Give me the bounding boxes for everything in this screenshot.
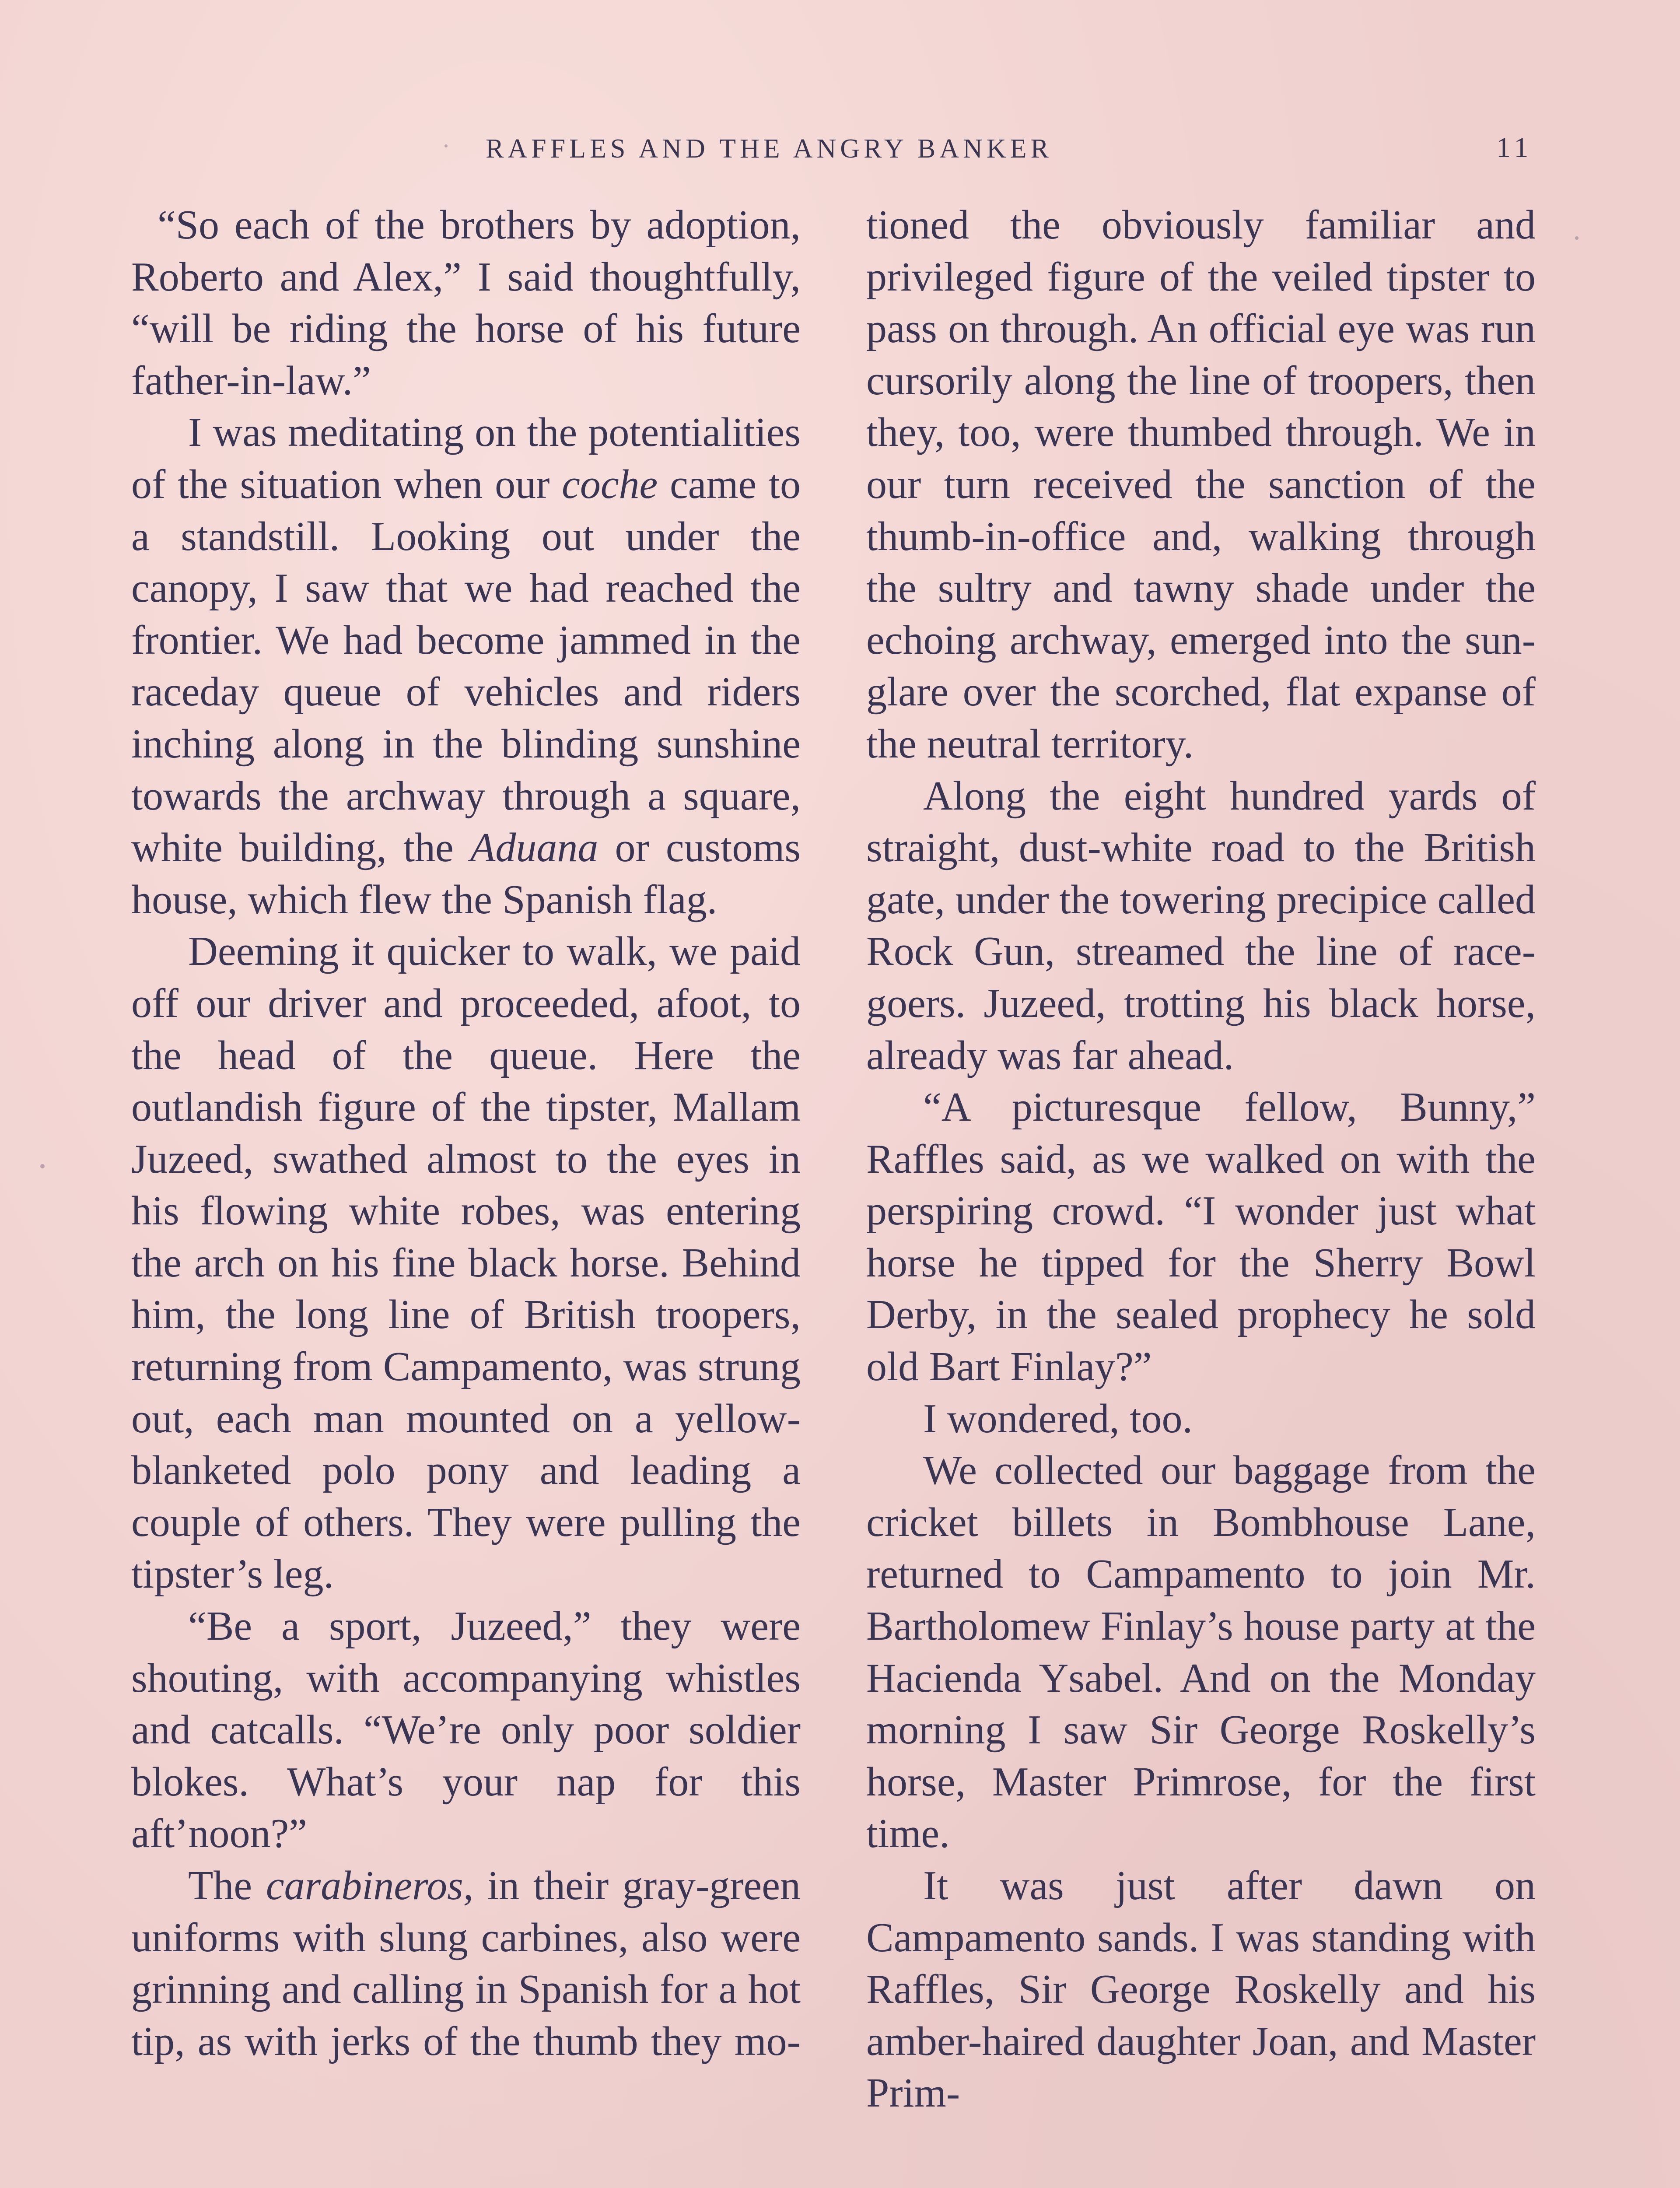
running-title: RAFFLES AND THE ANGRY BANKER [486,134,1053,164]
paragraph: We collected our baggage from the cricket billets in Bombhouse Lane, returned to Campamento to join Mr. Bartholomew Finlay’s house party at the Hacienda Ysabel. And on the Monday morning I saw Sir George Roskelly’s horse, Master Primrose, for the first time. [866,1448,1536,1857]
paragraph: Deeming it quicker to walk, we paid off our driver and proceeded, afoot, to the head of the queue. Here the outlandish figure of the tipster, Mallam Juzeed, swathed almost to the eyes in his flowing white robes, was entering the arch on his fine black horse. Behind him, the long line of British troopers, returning from Campamento, was strung out, each man mounted on a yellow-blanketed polo pony and leading a couple of others. They were pulling the tipster’s leg. [131,929,801,1597]
italic-word: Aduana [470,825,598,871]
left-text-column [131,199,801,2067]
paragraph: “Be a sport, Juzeed,” they were shouting, with accompanying whistles and catcalls. “We’re only poor soldier blokes. What’s your nap for this aft’noon?” [131,1603,801,1857]
paragraph: “So each of the brothers by adoption, Roberto and Alex,” I said thoughtfully, “will be riding the horse of his future father-in-law.” [131,202,801,403]
paragraph: tioned the obviously familiar and privileged figure of the veiled tipster to pass on through. An official eye was run cursorily along the line of troopers, then they, too, were thumbed through. We in our turn received the sanction of the thumb-in-office and, walking through the sultry and tawny shade under the echoing archway, emerged into the sun-glare over the scorched, flat expanse of the neutral territory. [866,202,1536,767]
page-number: 11 [1496,132,1533,164]
paragraph: I wondered, too. [923,1396,1193,1441]
paragraph: The carabineros, in their gray-green uniforms with slung carbines, also were grinning and calling in Spanish for a hot tip, as with jerks of the thumb they mo- [131,1863,801,2064]
italic-word: coche [562,461,658,507]
paragraph: Along the eight hundred yards of straight, dust-white road to the British gate, under the towering precipice called Rock Gun, streamed the line of race-goers. Juzeed, trotting his black horse, already was far ahead. [866,773,1536,1078]
italic-word: carabineros, [266,1863,474,1908]
paragraph: “A picturesque fellow, Bunny,” Raffles said, as we walked on with the perspiring crowd. “I wonder just what horse he tipped for the Sherry Bowl Derby, in the sealed prophecy he sold old Bart Finlay?” [866,1084,1536,1390]
paper-speck [40,1164,45,1168]
paper-speck [1575,236,1578,240]
paper-speck [444,144,448,147]
right-text-column [866,199,1536,2119]
paragraph: It was just after dawn on Campamento sands. I was standing with Raffles, Sir George Roskelly and his amber-haired daughter Joan, and Master Prim- [866,1863,1536,2116]
paragraph: I was meditating on the potentialities of the situation when our coche came to a standstill. Looking out under the canopy, I saw that we had reached the frontier. We had become jammed in the raceday queue of vehicles and riders inching along in the blinding sunshine towards the archway through a square, white building, the Aduana or customs house, which flew the Spanish flag. [131,410,801,922]
